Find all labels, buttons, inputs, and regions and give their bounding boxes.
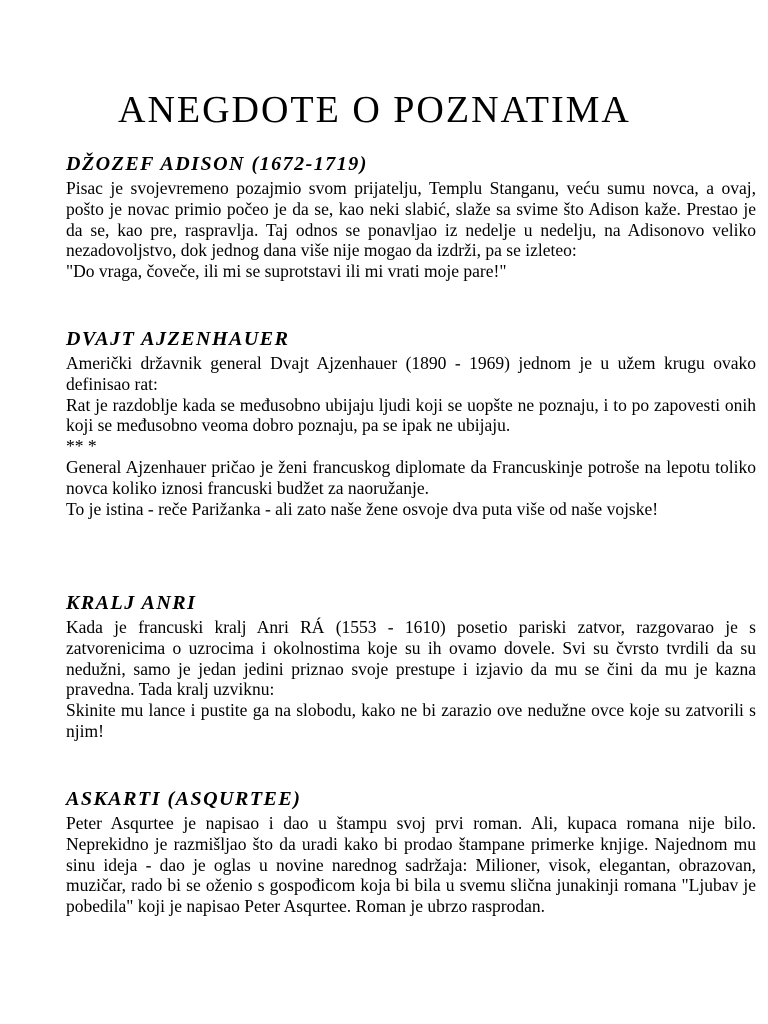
separator-stars: ** * xyxy=(66,436,97,457)
paragraph: General Ajzenhauer pričao je ženi francuskog diplomate da Francuskinje potroše na lepotu toliko novca koliko iznosi francuski budžet za naoružanje. xyxy=(66,456,756,498)
section-heading: ASKARTI (ASQURTEE) xyxy=(66,788,302,810)
paragraph: To je istina - reče Parižanka - ali zato naše žene osvoje dva puta više od naše vojske! xyxy=(66,498,659,519)
paragraph: Peter Asqurtee je napisao i dao u štampu svoj prvi roman. Ali, kupaca romana nije bilo. Neprekidno je razmišljao što da uradi kako bi prodao štampane primerke knjige. Najednom mu sinu ideja - dao je oglas u novine narednog sadržaja: Milioner, visok, elegantan, obrazovan, muzičar, rado bi se oženio s gospođicom koja bi bila u svemu slična junakinji romana "Ljubav je pobedila" koji je napisao Peter Asqurtee. Roman je ubrzo rasprodan. xyxy=(66,813,756,917)
anecdote-askarti xyxy=(66,788,756,917)
paragraph: Rat je razdoblje kada se međusobno ubijaju ljudi koji se uopšte ne poznaju, i to po zapovesti onih koji se međusobno veoma dobro poznaju, pa se ipak ne ubijaju. xyxy=(66,394,756,436)
anecdote-anri xyxy=(66,592,756,742)
paragraph: Američki državnik general Dvajt Ajzenhauer (1890 - 1969) jednom je u užem krugu ovako definisao rat: xyxy=(66,353,756,394)
anecdote-ajzenhauer xyxy=(66,328,756,519)
anecdote-adison xyxy=(66,153,756,282)
paragraph: Pisac je svojevremeno pozajmio svom prijatelju, Templu Stanganu, veću sumu novca, a ovaj, pošto je novac primio počeo je da se, kao neki slabić, slaže sa svime što Adison kaže. Prestao je da se, kao pre, raspravlja. Taj odnos se ponavljao iz nedelje u nedelju, na Adisonovo veliko nezadovoljstvo, dok jednog dana više nije mogao da izdrži, pa se izleteo: xyxy=(66,178,756,261)
section-heading: KRALJ ANRI xyxy=(66,592,197,614)
paragraph: Kada je francuski kralj Anri RÁ (1553 - 1610) posetio pariski zatvor, razgovarao je s zatvorenicima o uzrocima i okolnostima koje su ih ovamo dovele. Svi su čvrsto tvrdili da su nedužni, samo je jedan jedini priznao svoje prestupe i izjavio da mu se čini da mu je kazna pravedna. Tada kralj uzviknu: xyxy=(66,617,756,700)
paragraph: Skinite mu lance i pustite ga na slobodu, kako ne bi zarazio ove nedužne ovce koje su zatvorili s njim! xyxy=(66,700,756,741)
section-heading: DŽOZEF ADISON (1672-1719) xyxy=(66,153,368,175)
paragraph: "Do vraga, čoveče, ili mi se suprotstavi ili mi vrati moje pare!" xyxy=(66,261,507,282)
page-title: ANEGDOTE O POZNATIMA xyxy=(118,89,631,131)
section-heading: DVAJT AJZENHAUER xyxy=(66,328,290,350)
